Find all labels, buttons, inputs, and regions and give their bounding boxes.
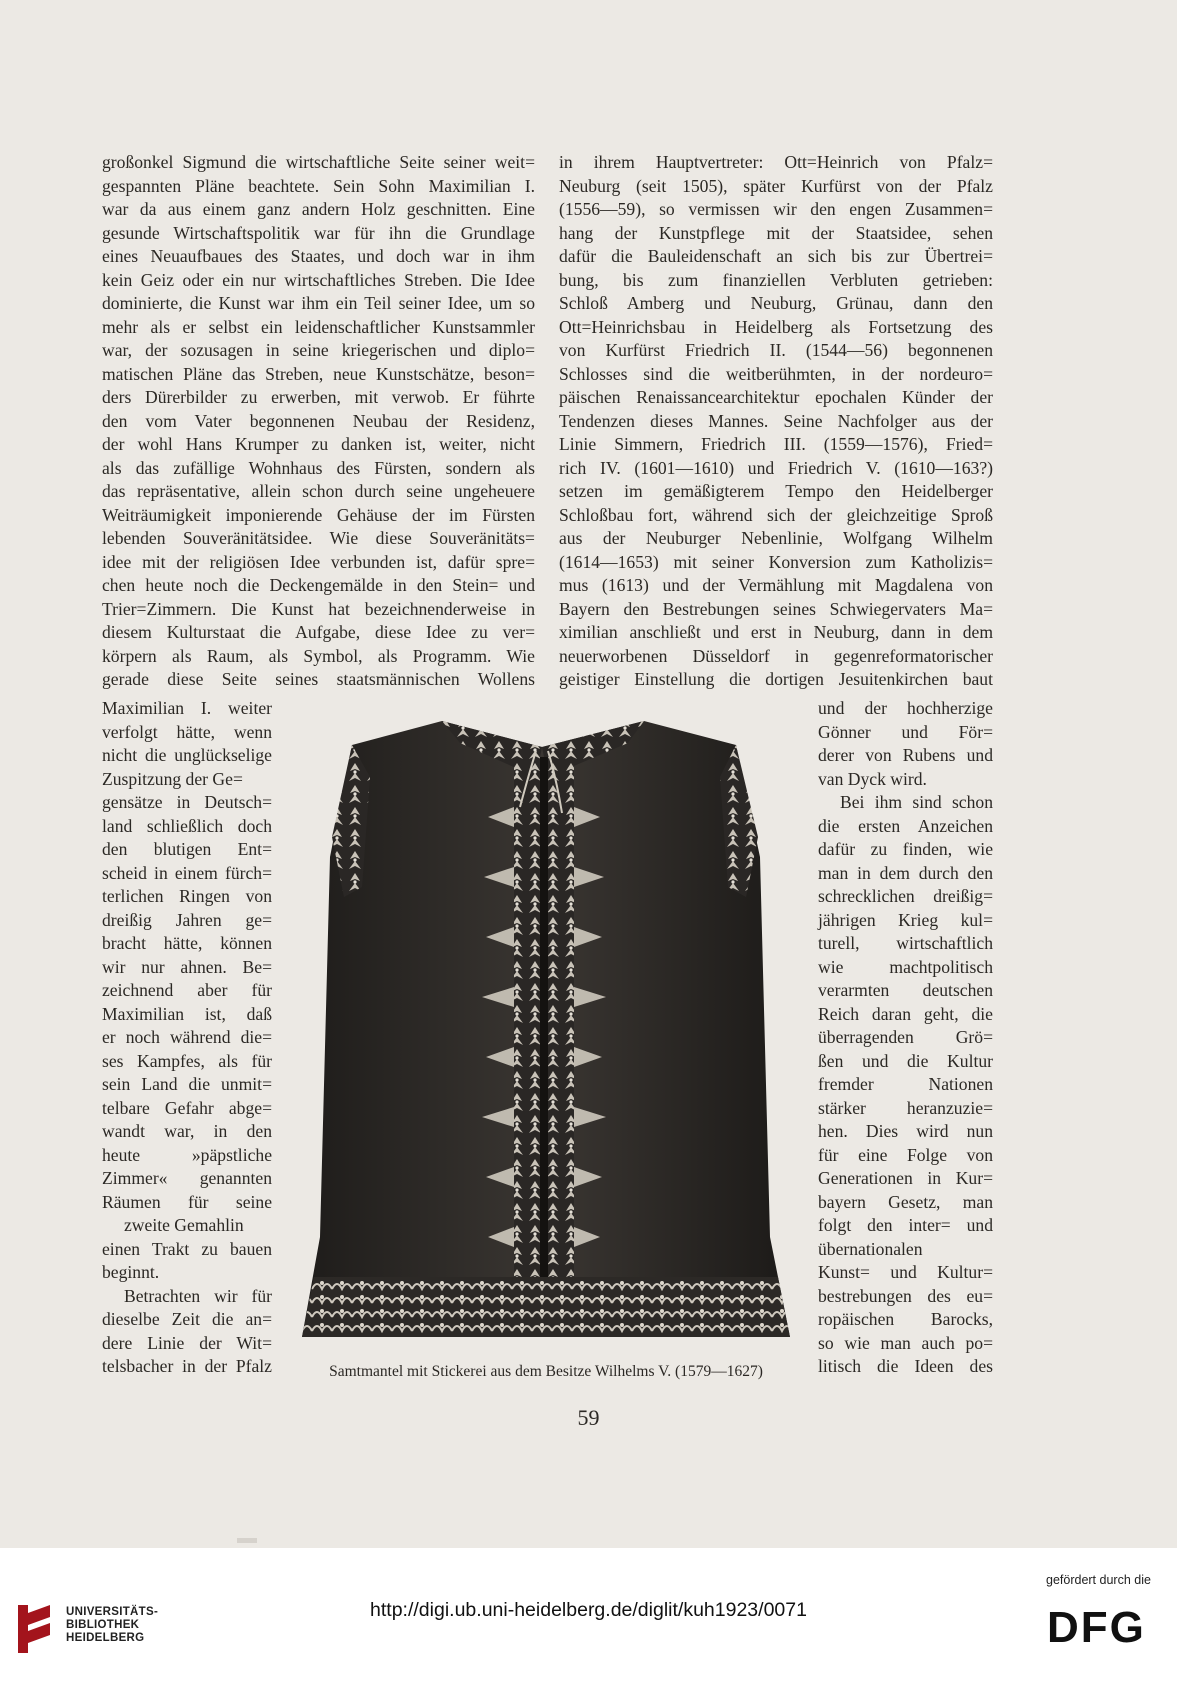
text-line: mehr als er selbst ein leidenschaftlicher Kunstsammler (102, 316, 535, 337)
text-line: beginnt. (102, 1262, 160, 1282)
text-line: scheid in einem fürch= (102, 862, 272, 883)
text-line: ses Kampfes, als für (102, 1050, 272, 1071)
source-url-link[interactable]: http://digi.ub.uni-heidelberg.de/diglit/kuh1923/0071 (370, 1599, 807, 1621)
text-line: der wohl Hans Krumper zu danken ist, weiter, nicht (102, 434, 535, 454)
text-line: ropäischen Barocks, (818, 1309, 993, 1329)
text-line: verarmten deutschen (818, 980, 993, 1000)
text-line: ximilian anschließt und erst in Neuburg, dann in dem (559, 622, 993, 642)
text-line: dreißig Jahren ge= (102, 909, 272, 930)
text-line: derer von Rubens und (818, 745, 993, 765)
text-line: stärker heranzuzie= (818, 1097, 993, 1118)
text-line: großonkel Sigmund die wirtschaftliche Seite seiner weit= (102, 152, 535, 172)
library-line-2: BIBLIOTHEK (66, 1619, 140, 1631)
text-line: Reich daran geht, die (818, 1003, 993, 1024)
text-line: Maximilian ist, daß (102, 1003, 272, 1024)
text-line: einen Trakt zu bauen (102, 1238, 272, 1259)
text-line: als das zufällige Wohnhaus des Fürsten, sondern als (102, 457, 535, 478)
text-line: schrecklichen dreißig= (818, 886, 993, 906)
text-line: matischen Pläne das Streben, neue Kunstschätze, beson= (102, 363, 535, 384)
text-line: dafür die Bauleidenschaft an sich bis zur Übertrei= (559, 246, 993, 266)
text-line: für eine Folge von (818, 1144, 993, 1165)
text-line: verfolgt hätte, wenn (102, 721, 272, 742)
text-line: war da aus einem ganz andern Holz geschnitten. Eine (102, 199, 535, 219)
text-line: fremder Nationen (818, 1074, 993, 1094)
text-line: land schließlich doch (102, 815, 272, 836)
page-number: 59 (577, 1405, 600, 1430)
text-line: war, der sozusagen in seine kriegerischen und diplo= (102, 340, 535, 360)
text-line: telbare Gefahr abge= (102, 1097, 272, 1118)
text-line: Zuspitzung der Ge= (102, 768, 243, 789)
text-line: Generationen in Kur= (818, 1168, 993, 1188)
text-line: dere Linie der Wit= (102, 1332, 272, 1353)
text-line: rich IV. (1601—1610) und Friedrich V. (1610—163?) (559, 457, 993, 478)
library-line-1: UNIVERSITÄTS- (66, 1606, 159, 1618)
text-line: den blutigen Ent= (102, 839, 272, 859)
text-line: kein Geiz oder ein nur wirtschaftliches Streben. Die Idee (102, 269, 535, 290)
text-line: bayern Gesetz, man (818, 1191, 993, 1212)
text-line: (1614—1653) mit seiner Konversion zum Katholizis= (559, 551, 993, 572)
library-line-3: HEIDELBERG (66, 1632, 145, 1644)
text-line: heute »päpstliche (102, 1144, 272, 1165)
text-line: körpern als Raum, als Symbol, als Programm. Wie (102, 645, 535, 666)
text-line: Schloßbau fort, während sich der gleichzeitige Sproß (559, 504, 993, 525)
text-line: Räumen für seine (102, 1191, 272, 1212)
text-line: Schloß Amberg und Neuburg, Grünau, dann den (559, 293, 993, 313)
text-line: Trier=Zimmern. Die Kunst hat bezeichnenderweise in (102, 598, 535, 619)
left-column-top (102, 151, 535, 692)
text-line: Maximilian I. weiter (102, 698, 272, 718)
text-line: gespannten Pläne beachtete. Sein Sohn Maximilian I. (102, 175, 535, 196)
text-line: Bei ihm sind schon (840, 792, 993, 812)
text-line: chen heute noch die Deckengemälde in den Stein= und (102, 575, 535, 595)
text-line: sein Land die unmit= (102, 1074, 272, 1094)
text-line: wandt war, in den (102, 1121, 272, 1141)
text-line: hen. Dies wird nun (818, 1121, 993, 1141)
text-line: setzen im gemäßigterem Tempo den Heidelberger (559, 481, 993, 501)
text-line: von Kurfürst Friedrich II. (1544—56) begonnenen (559, 340, 993, 360)
text-line: wie machtpolitisch (818, 956, 993, 977)
text-line: mus (1613) und der Vermählung mit Magdalena von (559, 575, 993, 595)
text-line: neuerworbenen Düsseldorf in gegenreformatorischer (559, 645, 993, 666)
text-line: in ihrem Hauptvertreter: Ott=Heinrich von Pfalz= (559, 152, 993, 172)
figure-caption: Samtmantel mit Stickerei aus dem Besitze Wilhelms V. (1579—1627) (329, 1363, 763, 1380)
text-line: übernationalen (818, 1238, 923, 1259)
text-line: idee mit der religiösen Idee verbunden ist, dafür spre= (102, 551, 535, 572)
text-line: gesunde Wirtschaftspolitik war für ihn die Grundlage (102, 222, 535, 243)
scan-mark (237, 1538, 257, 1543)
text-line: überragenden Grö= (818, 1027, 993, 1047)
text-line: die ersten Anzeichen (818, 815, 993, 836)
text-line: bestrebungen des eu= (818, 1285, 993, 1306)
right-column-top (559, 151, 993, 692)
text-line: bung, bis zum finanziellen Verbluten getrieben: (559, 269, 993, 290)
text-line: päischen Renaissancearchitektur epochalen Künder der (559, 387, 993, 407)
text-line: Ott=Heinrichsbau in Heidelberg als Fortsetzung des (559, 316, 993, 337)
text-line: dominierte, die Kunst war ihm ein Teil seiner Idee, um so (102, 293, 535, 313)
text-line: und der hochherzige (818, 698, 993, 718)
text-line: folgt den inter= und (818, 1215, 993, 1235)
text-line: Schlosses sind die weitberühmten, in der nordeuro= (559, 363, 993, 384)
text-line: Gönner und För= (818, 721, 993, 742)
text-line: diesem Kulturstaat die Aufgabe, diese Idee zu ver= (102, 622, 535, 642)
text-line: lebenden Souveränitätsidee. Wie diese Souveränitäts= (102, 528, 535, 548)
text-line: er noch während die= (102, 1027, 272, 1047)
text-line: zeichnend aber für (102, 980, 272, 1000)
text-line: Weiträumigkeit imponierende Gehäuse der im Fürsten (102, 504, 535, 525)
text-line: aus der Neuburger Nebenlinie, Wolfgang Wilhelm (559, 528, 993, 548)
text-line: turell, wirtschaftlich (818, 933, 993, 953)
text-line: jährigen Krieg kul= (818, 909, 993, 930)
text-line: ders Dürerbilder zu erwerben, mit verwob. Er führte (102, 387, 535, 407)
text-line: zweite Gemahlin (124, 1215, 244, 1235)
text-line: ßen und die Kultur (818, 1050, 993, 1071)
text-line: telsbacher in der Pfalz (102, 1356, 272, 1376)
text-line: man in dem durch den (818, 862, 993, 883)
text-line: terlichen Ringen von (102, 886, 272, 906)
text-line: gerade diese Seite seines staatsmännischen Wollens (102, 669, 535, 689)
text-line: dafür zu finden, wie (818, 839, 993, 859)
text-line: wir nur ahnen. Be= (102, 956, 272, 977)
text-line: bracht hätte, können (102, 933, 272, 953)
text-line: das repräsentative, allein schon durch seine ungeheuere (102, 481, 535, 501)
text-line: geistiger Einstellung die dortigen Jesuitenkirchen baut (559, 669, 993, 689)
text-line: so wie man auch po= (818, 1332, 993, 1353)
text-line: Kunst= und Kultur= (818, 1262, 993, 1282)
text-line: Neuburg (seit 1505), später Kurfürst von der Pfalz (559, 175, 993, 196)
text-line: dieselbe Zeit die an= (102, 1309, 272, 1329)
text-line: Linie Simmern, Friedrich III. (1559—1576), Fried= (559, 434, 993, 454)
text-line: Betrachten wir für (124, 1285, 272, 1306)
dfg-logo: DFG (1047, 1603, 1146, 1652)
text-line: litisch die Ideen des (818, 1356, 993, 1376)
left-column-wrap (102, 697, 272, 1379)
text-line: (1556—59), so vermissen wir den engen Zusammen= (559, 199, 993, 219)
funded-by-text: gefördert durch die (1046, 1573, 1151, 1587)
text-line: gensätze in Deutsch= (102, 792, 272, 812)
text-line: van Dyck wird. (818, 768, 927, 789)
text-line: eines Neuaufbaues des Staates, und doch war in ihm (102, 246, 535, 266)
right-column-wrap (818, 697, 993, 1379)
text-line: Zimmer« genannten (102, 1168, 272, 1188)
velvet-coat-photo (292, 717, 800, 1351)
text-line: Tendenzen dieses Mannes. Seine Nachfolger aus der (559, 410, 993, 431)
text-line: den vom Vater begonnenen Neubau der Residenz, (102, 410, 535, 431)
text-line: Bayern den Bestrebungen seines Schwiegervaters Ma= (559, 598, 993, 619)
text-line: nicht die unglückselige (102, 745, 272, 765)
text-line: hang der Kunstpflege mit der Staatsidee, sehen (559, 222, 993, 243)
